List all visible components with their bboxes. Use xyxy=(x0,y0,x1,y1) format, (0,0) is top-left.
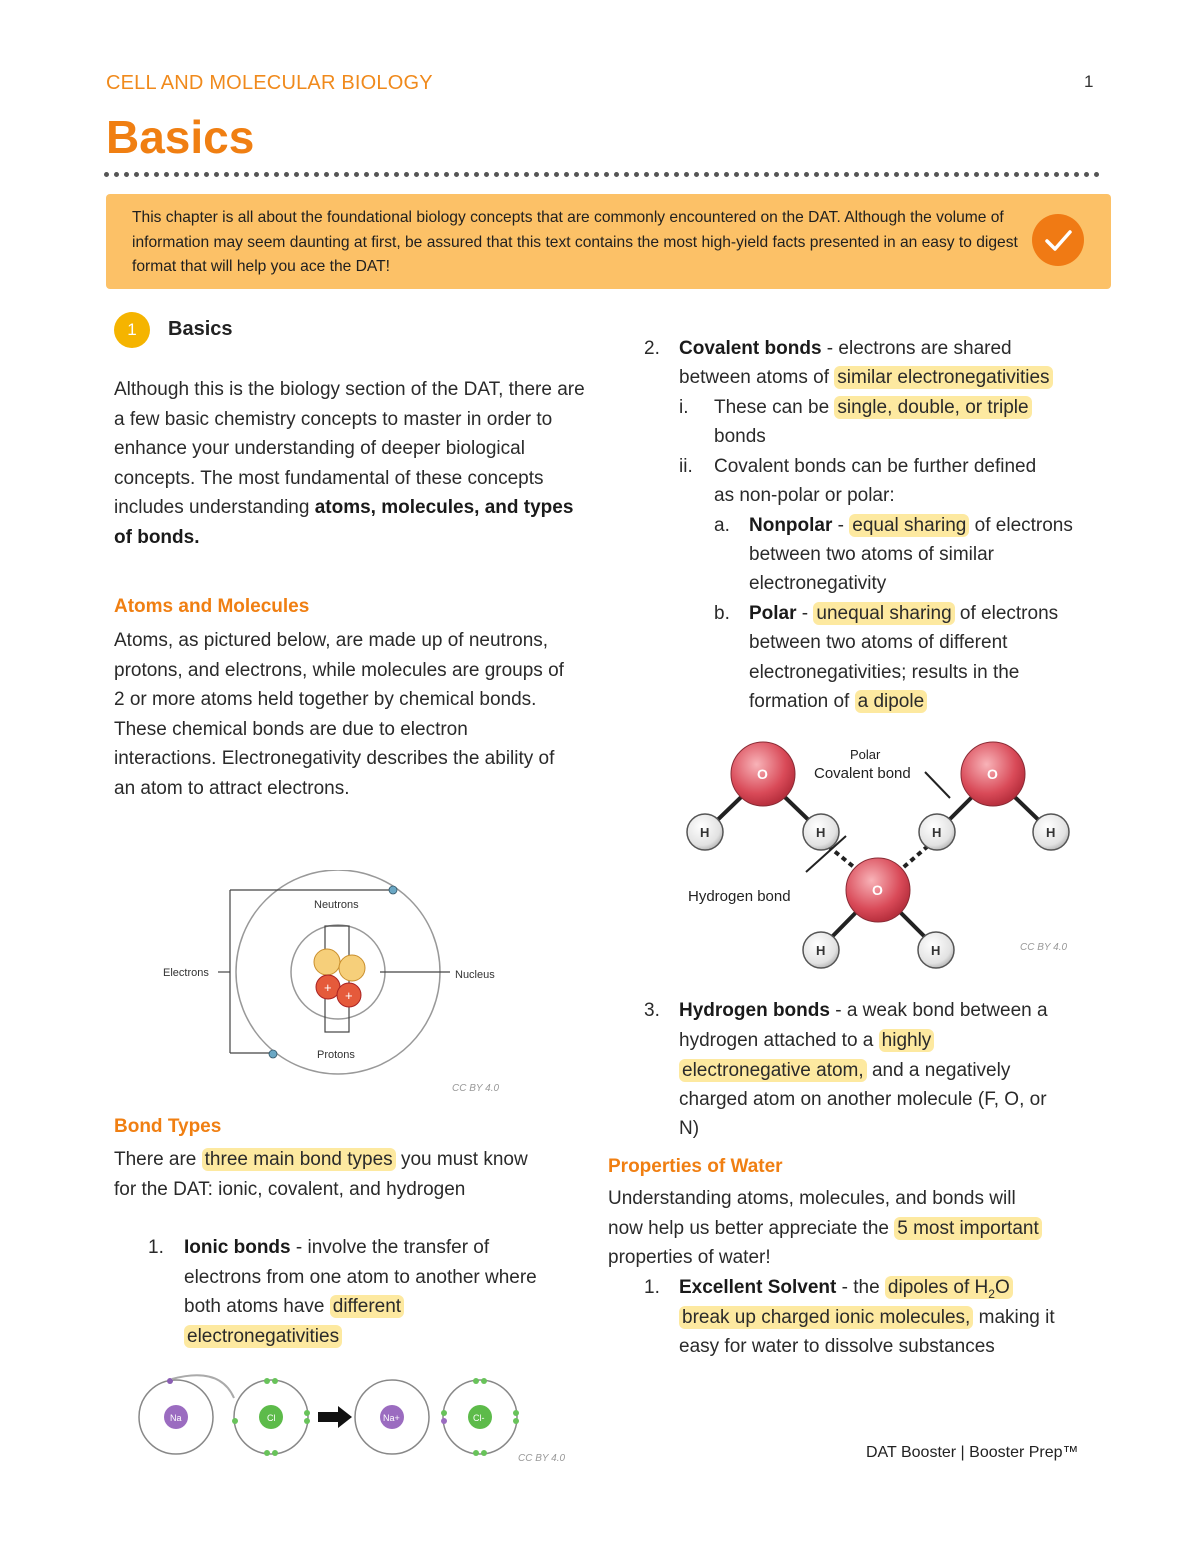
highlight: electronegativities xyxy=(184,1325,342,1348)
list-number: 3. xyxy=(644,1000,660,1021)
bond-types-paragraph: There are three main bond types you must know for the DAT: ionic, covalent, and hydrogen xyxy=(114,1149,528,1200)
cl-ion-label: Cl- xyxy=(473,1413,485,1423)
highlight: dipoles of $H_2O$ xyxy=(885,1276,1013,1299)
hydrogen-line1: Hydrogen bonds - a weak bond between a xyxy=(679,1000,1048,1021)
electron-dot xyxy=(389,886,397,894)
water-hydrogen-bond-diagram xyxy=(678,738,1098,978)
hydrogen-line4: charged atom on another molecule (F, O, or xyxy=(679,1089,1047,1110)
highlight: single, double, or triple xyxy=(834,396,1031,419)
polar-line4: formation of a dipole xyxy=(749,687,927,717)
covalent-line1: Covalent bonds - electrons are shared xyxy=(679,338,1012,359)
inner-orbit xyxy=(291,925,385,1019)
highlight: similar electronegativities xyxy=(834,366,1052,389)
section-heading: Basics xyxy=(168,318,233,340)
o-label: O xyxy=(872,882,883,898)
water-line1: Understanding atoms, molecules, and bonds will xyxy=(608,1188,1016,1209)
h-label: H xyxy=(931,943,941,958)
electron-dot xyxy=(269,1050,277,1058)
protons-label: Protons xyxy=(317,1049,355,1061)
covalent-line2: between atoms of similar electronegativities xyxy=(679,363,1053,393)
highlight: different xyxy=(330,1295,404,1318)
highlight: highly xyxy=(879,1029,935,1052)
atoms-heading: Atoms and Molecules xyxy=(114,596,310,617)
hydrogen-line5: N) xyxy=(679,1118,700,1139)
electrons-label: Electrons xyxy=(163,967,209,979)
water-line3: properties of water! xyxy=(608,1247,771,1268)
ionic-bonds-item: Ionic bonds - involve the transfer of electrons from one atom to another where both atoms have different electronegativities xyxy=(184,1237,537,1347)
highlight: three main bond types xyxy=(202,1148,396,1171)
atom-diagram xyxy=(150,870,520,1100)
na-ion-label: Na+ xyxy=(383,1413,400,1423)
polar-line3: electronegativities; results in the xyxy=(749,662,1020,683)
section-label: CELL AND MOLECULAR BIOLOGY xyxy=(106,72,433,94)
list-number: 1. xyxy=(148,1237,164,1258)
neutron xyxy=(314,949,340,975)
polar-label: Polar xyxy=(850,747,881,762)
covalent-ii-line1: Covalent bonds can be further defined xyxy=(714,456,1037,477)
water-heading: Properties of Water xyxy=(608,1156,783,1177)
roman-number: i. xyxy=(679,397,689,418)
nonpolar-line2: between two atoms of similar xyxy=(749,544,994,565)
intro-paragraph: Although this is the biology section of the DAT, there are a few basic chemistry concepts to master in order to enhance your understanding of deeper biological concepts. The most fundamental of these concepts includes understanding atoms, molecules, and types of bonds. xyxy=(114,379,585,548)
arrow-icon xyxy=(318,1406,352,1428)
highlight: a dipole xyxy=(855,690,928,713)
bond-types-heading: Bond Types xyxy=(114,1116,222,1137)
page-number: 1 xyxy=(1084,72,1094,91)
page-title: Basics xyxy=(106,111,255,163)
highlight: electronegative atom, xyxy=(679,1059,867,1082)
list-number: 2. xyxy=(644,338,660,359)
intro-callout xyxy=(106,194,1111,289)
callout-text: This chapter is all about the foundational biology concepts that are commonly encountered on the DAT. Although the volume of information may seem daunting at first, be assured that this text contains the most high-yield facts presented in an easy to digest format that will help you ace the DAT! xyxy=(132,209,1018,275)
nucleus-label: Nucleus xyxy=(455,969,495,981)
h-label: H xyxy=(700,825,710,840)
highlight: break up charged ionic molecules, xyxy=(679,1306,973,1329)
hydrogen-bond-line xyxy=(898,846,928,872)
nonpolar-line3: electronegativity xyxy=(749,573,887,594)
h-label: H xyxy=(816,943,826,958)
alpha-number: b. xyxy=(714,603,730,624)
checkmark-icon xyxy=(1032,214,1084,266)
roman-number: ii. xyxy=(679,456,693,477)
ionic-bond-diagram xyxy=(130,1370,590,1470)
proton-plus: + xyxy=(345,988,353,1003)
alpha-number: a. xyxy=(714,515,730,536)
o-label: O xyxy=(757,766,768,782)
proton-plus: + xyxy=(324,980,332,995)
section-number-badge: 1 xyxy=(114,312,150,348)
nonpolar-line1: Nonpolar - equal sharing of electrons xyxy=(749,515,1073,536)
polar-line2: between two atoms of different xyxy=(749,632,1008,653)
intro-bold: atoms, molecules, and types of bonds. xyxy=(114,497,574,548)
footer-brand: DAT Booster | Booster Prep™ xyxy=(866,1444,1079,1461)
neutrons-label: Neutrons xyxy=(314,899,359,911)
cl-label: Cl xyxy=(267,1413,276,1423)
na-label: Na xyxy=(170,1413,182,1423)
solvent-line2: break up charged ionic molecules, making it xyxy=(679,1303,1055,1333)
h-label: H xyxy=(816,825,826,840)
solvent-line1: Excellent Solvent - the dipoles of $H_2O$ xyxy=(679,1273,1013,1309)
polar-line1: Polar - unequal sharing of electrons xyxy=(749,603,1059,624)
neutron xyxy=(339,955,365,981)
covalent-ii-line2: as non-polar or polar: xyxy=(714,485,895,506)
h-label: H xyxy=(1046,825,1056,840)
highlight: unequal sharing xyxy=(813,602,954,625)
highlight: equal sharing xyxy=(849,514,969,537)
license-label: CC BY 4.0 xyxy=(452,1083,500,1094)
license-label: CC BY 4.0 xyxy=(1020,942,1068,953)
covalent-bond-label: Covalent bond xyxy=(814,765,911,782)
covalent-i-line2: bonds xyxy=(714,426,766,447)
highlight: 5 most important xyxy=(894,1217,1042,1240)
water-line2: now help us better appreciate the 5 most important xyxy=(608,1214,1042,1244)
hydrogen-bond-label: Hydrogen bond xyxy=(688,888,791,905)
list-number: 1. xyxy=(644,1277,660,1298)
h-label: H xyxy=(932,825,942,840)
dotted-divider xyxy=(104,172,1100,177)
covalent-i-line1: These can be single, double, or triple xyxy=(714,393,1032,423)
license-label: CC BY 4.0 xyxy=(518,1453,566,1464)
o-label: O xyxy=(987,766,998,782)
hydrogen-line2: hydrogen attached to a highly xyxy=(679,1026,934,1056)
atoms-paragraph: Atoms, as pictured below, are made up of neutrons, protons, and electrons, while molecules are groups of 2 or more atoms held together by chemical bonds. These chemical bonds are due to electron interactions. Electronegativity describes the ability of an atom to attract electrons. xyxy=(114,630,564,799)
solvent-line3: easy for water to dissolve substances xyxy=(679,1336,995,1357)
hydrogen-line3: electronegative atom, and a negatively xyxy=(679,1056,1010,1086)
